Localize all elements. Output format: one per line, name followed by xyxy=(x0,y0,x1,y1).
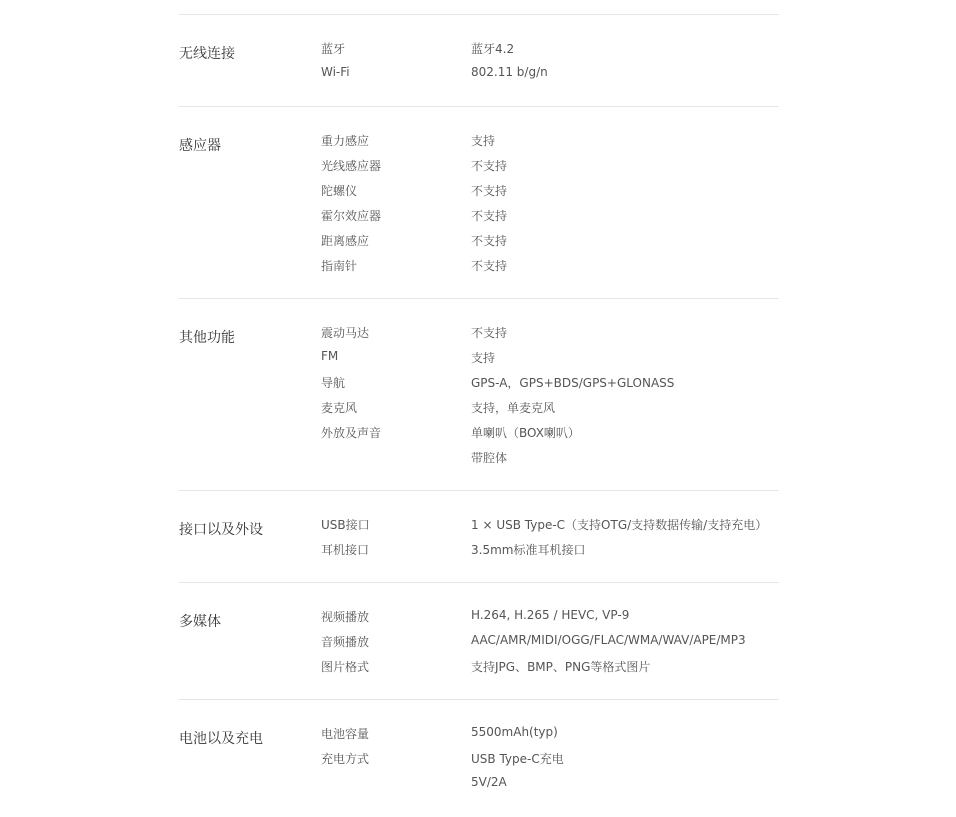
spec-value: 不支持 xyxy=(471,326,508,340)
section-divider xyxy=(179,490,779,491)
spec-row xyxy=(179,207,779,232)
spec-row xyxy=(179,725,779,750)
spec-value: 802.11 b/g/n xyxy=(471,65,548,79)
spec-value: 不支持 xyxy=(471,259,508,273)
spec-row xyxy=(179,658,779,683)
spec-label: 视频播放 xyxy=(321,610,370,624)
spec-value: 单喇叭（BOX喇叭） xyxy=(471,426,580,440)
spec-label: 耳机接口 xyxy=(321,543,370,557)
spec-value: 不支持 xyxy=(471,234,508,248)
section-title: 电池以及充电 xyxy=(179,731,263,747)
spec-label: 陀螺仪 xyxy=(321,184,358,198)
spec-row xyxy=(179,232,779,257)
spec-label: 电池容量 xyxy=(321,727,370,741)
section-divider xyxy=(179,298,779,299)
spec-label: 距离感应 xyxy=(321,234,370,248)
spec-row xyxy=(179,182,779,207)
spec-row xyxy=(179,608,779,633)
spec-label: 震动马达 xyxy=(321,326,370,340)
spec-label: 导航 xyxy=(321,376,346,390)
spec-value: 支持，单麦克风 xyxy=(471,401,556,415)
spec-value: 1 × USB Type-C（支持OTG/支持数据传输/支持充电） xyxy=(471,518,768,532)
spec-label: 重力感应 xyxy=(321,134,370,148)
spec-label: 充电方式 xyxy=(321,752,370,766)
spec-value: 支持JPG、BMP、PNG等格式图片 xyxy=(471,660,651,674)
spec-value: 3.5mm标准耳机接口 xyxy=(471,543,586,557)
spec-row xyxy=(179,633,779,658)
spec-label: Wi-Fi xyxy=(321,65,350,79)
spec-value: 不支持 xyxy=(471,184,508,198)
section-divider xyxy=(179,582,779,583)
spec-label: 蓝牙 xyxy=(321,42,346,56)
spec-value: 支持 xyxy=(471,134,496,148)
spec-row xyxy=(179,349,779,374)
spec-row xyxy=(179,257,779,282)
spec-label: 外放及声音 xyxy=(321,426,382,440)
spec-row xyxy=(179,40,779,65)
spec-label: 图片格式 xyxy=(321,660,370,674)
top-divider xyxy=(179,14,779,15)
spec-row xyxy=(179,750,779,775)
spec-label: USB接口 xyxy=(321,518,370,532)
spec-label: 音频播放 xyxy=(321,635,370,649)
spec-value: 支持 xyxy=(471,351,496,365)
spec-value: USB Type-C充电 xyxy=(471,752,564,766)
spec-label: 光线感应器 xyxy=(321,159,382,173)
spec-row xyxy=(179,157,779,182)
section-divider xyxy=(179,699,779,700)
spec-value: H.264, H.265 / HEVC, VP-9 xyxy=(471,608,630,622)
spec-value: 5V/2A xyxy=(471,775,507,789)
spec-row xyxy=(179,424,779,449)
spec-value: 带腔体 xyxy=(471,451,508,465)
spec-value: 不支持 xyxy=(471,159,508,173)
section-title: 接口以及外设 xyxy=(179,522,263,538)
spec-row xyxy=(179,374,779,399)
spec-row xyxy=(179,775,779,800)
spec-row xyxy=(179,516,779,541)
spec-row xyxy=(179,324,779,349)
spec-row xyxy=(179,65,779,90)
spec-label: 麦克风 xyxy=(321,401,358,415)
spec-value: 5500mAh(typ) xyxy=(471,725,558,739)
section-divider xyxy=(179,106,779,107)
spec-value: 不支持 xyxy=(471,209,508,223)
section-title: 感应器 xyxy=(179,138,221,154)
spec-row xyxy=(179,541,779,566)
spec-label: FM xyxy=(321,349,339,363)
spec-label: 指南针 xyxy=(321,259,358,273)
spec-value: GPS-A，GPS+BDS/GPS+GLONASS xyxy=(471,376,675,390)
spec-row xyxy=(179,132,779,157)
section-title: 无线连接 xyxy=(179,46,235,62)
spec-value: AAC/AMR/MIDI/OGG/FLAC/WMA/WAV/APE/MP3 xyxy=(471,633,746,647)
spec-row xyxy=(179,449,779,474)
section-title: 多媒体 xyxy=(179,614,221,630)
spec-value: 蓝牙4.2 xyxy=(471,42,515,56)
section-title: 其他功能 xyxy=(179,330,235,346)
spec-label: 霍尔效应器 xyxy=(321,209,382,223)
spec-row xyxy=(179,399,779,424)
